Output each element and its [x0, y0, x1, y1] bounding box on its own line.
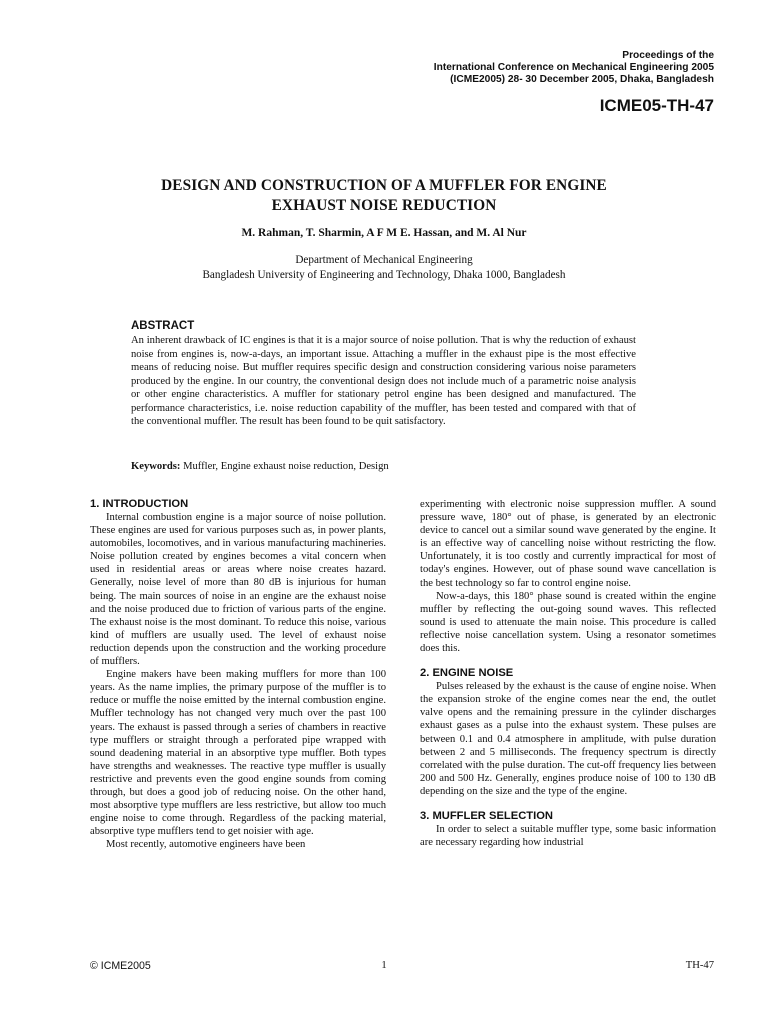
intro-paragraph-1: Internal combustion engine is a major source of noise pollution. These engines are used for various purposes such as, in power plants, automobiles, locomotives, and in various manufacturing machineries. Noise pollution created by engines becomes a vital concern when used in residential areas or areas where noise creates hazard. Generally, noise level of more than 80 dB is injurious for human being. The main sources of noise in an engine are the exhaust noise and the noise produced due to friction of various parts of the engine. The exhaust noise is the most dominant. To reduce this noise, various kind of mufflers are usually used. The level of exhaust noise reduction depends upon the construction and the working procedure of mufflers.: [90, 512, 386, 668]
affiliation-department: Department of Mechanical Engineering: [295, 254, 473, 266]
keywords-text: Muffler, Engine exhaust noise reduction, Design: [183, 461, 389, 472]
intro-paragraph-3: Most recently, automotive engineers have been: [106, 839, 306, 851]
right-column: [420, 498, 716, 849]
proceedings-line-3: (ICME2005) 28- 30 December 2005, Dhaka, Bangladesh: [450, 74, 714, 86]
intro-paragraph-2: Engine makers have been making mufflers for more than 100 years. As the name implies, the primary purpose of the muffler is to reduce or muffle the noise emitted by the internal combustion engine. Muffler technology has not changed very much over the past 100 years. The exhaust is passed through a series of chambers in reactive type mufflers or straight through a perforated pipe wrapped with sound deadening material in an absorptive type muffler. Both types have strengths and weaknesses. The reactive type muffler is usually restrictive and prevents even the good engine sounds from coming through, but does a good job of reducing noise. On the other hand, most absorptive type mufflers are less restrictive, but allow too much engine noise to come through. Regardless of the packing material, absorptive type mufflers tend to get noisier with age.: [90, 669, 386, 838]
footer-page-number: 1: [381, 960, 387, 971]
footer-copyright: © ICME2005: [90, 960, 151, 972]
engine-noise-paragraph-1: Pulses released by the exhaust is the cause of engine noise. When the expansion stroke of the engine comes near the end, the outlet valve opens and the remaining pressure in the cylinder discharges exhaust gases as a pulse into the exhaust system. These pulses are between 0.1 and 0.4 atmosphere in amplitude, with pulse duration between 2 and 5 milliseconds. The frequency spectrum is directly correlated with the pulse duration. The cut-off frequency lies between 200 and 500 Hz. Generally, engines produce noise of 100 to 130 dB depending on the size and the type of the engine.: [420, 681, 716, 797]
left-column: [90, 497, 386, 851]
section-heading-engine-noise: 2. ENGINE NOISE: [420, 667, 514, 680]
abstract-text: An inherent drawback of IC engines is that it is a major source of noise pollution. That is why the reduction of exhaust noise from engines is, now-a-days, an important issue. Attaching a muffler in the exhaust pipe is the most effective means of reducing noise. But muffler requires specific design and construction considering various noise parameters produced by the engine. In our country, the conventional design does not include much of a parametric noise analysis or other engine characteristics. A muffler for stationary petrol engine has been designed and manufactured. The performance characteristics, i.e. noise reduction capability of the muffler, has been tested and compared with that of the conventional muffler. The result has been found to be quit satisfactory.: [131, 335, 636, 427]
title-line-2: EXHAUST NOISE REDUCTION: [271, 197, 497, 214]
section-heading-introduction: 1. INTRODUCTION: [90, 498, 189, 510]
section-heading-muffler-selection: 3. MUFFLER SELECTION: [420, 809, 554, 822]
keywords: [131, 461, 389, 472]
abstract-heading: ABSTRACT: [131, 320, 195, 332]
title-line-1: DESIGN AND CONSTRUCTION OF A MUFFLER FOR ENGINE: [161, 177, 607, 194]
proceedings-header: [434, 50, 714, 87]
proceedings-line-1: Proceedings of the: [622, 50, 714, 61]
intro-paragraph-4: Now-a-days, this 180° phase sound is created within the engine muffler by reflecting the out-going sound waves. This reflected sound is used to attenuate the main noise. This procedure is called reflective noise cancellation system. Using a resonator sometimes does this.: [420, 590, 716, 655]
paper-id: ICME05-TH-47: [599, 96, 714, 115]
paper-title: [60, 176, 708, 216]
muffler-selection-paragraph-1: In order to select a suitable muffler type, some basic information are necessary regarding how industrial: [420, 823, 716, 849]
proceedings-line-2: International Conference on Mechanical Engineering 2005: [433, 62, 714, 74]
authors: M. Rahman, T. Sharmin, A F M E. Hassan, and M. Al Nur: [241, 227, 527, 239]
footer-paper-code: TH-47: [685, 960, 714, 971]
keywords-label: Keywords:: [131, 461, 181, 472]
affiliation: [60, 253, 708, 282]
intro-paragraph-3-continued: experimenting with electronic noise suppression muffler. A sound pressure wave, 180° out of phase, is generated by an electronic device to cancel out a similar sound wave generated by the engine. It is an effective way of cancelling noise without restricting the flow. Unfortunately, it is too costly and currently impractical for most of today's engines. However, out of phase sound wave cancellation is the best technology so far to control engine noise.: [420, 499, 716, 589]
affiliation-university: Bangladesh University of Engineering and Technology, Dhaka 1000, Bangladesh: [202, 268, 566, 281]
